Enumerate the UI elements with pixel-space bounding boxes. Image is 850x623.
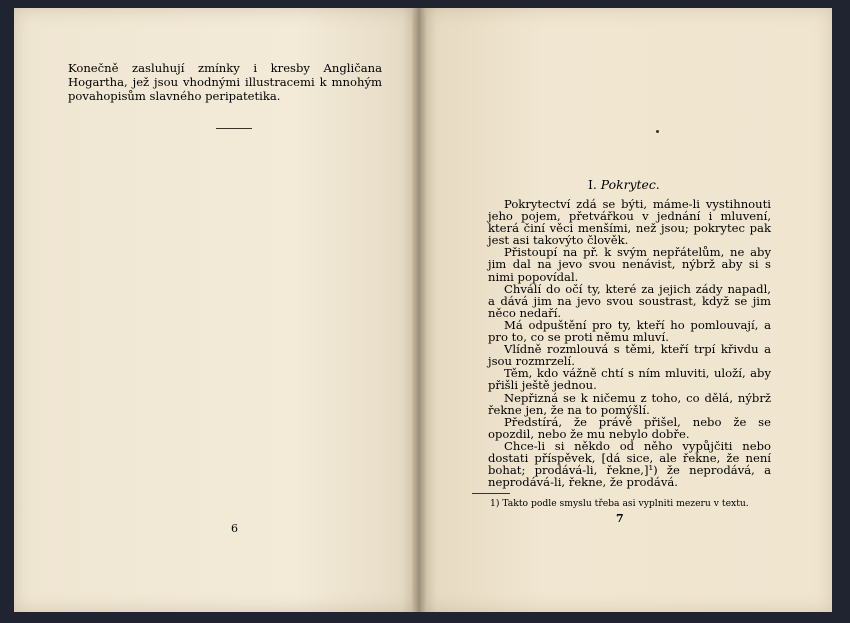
- paragraph: Vlídně rozmlouvá s těmi, kteří trpí křivdu a jsou rozmrzelí.: [488, 342, 771, 369]
- chapter-heading: [588, 177, 660, 192]
- paragraph: Předstírá, že právě přišel, nebo že se opozdil, nebo že mu nebylo dobře.: [488, 414, 771, 441]
- paragraph: Přistoupí na př. k svým nepřátelům, ne aby jim dal na jevo svou nenávist, nýbrž aby si s nimi popovídal.: [488, 245, 771, 284]
- footnote-separator-rule: [472, 493, 510, 494]
- paragraph: Nepřizná se k ničemu z toho, co dělá, nýbrž řekne jen, že na to pomýšlí.: [488, 390, 771, 417]
- footnote-text: Takto podle smyslu třeba asi vyplniti mezeru v textu.: [502, 498, 749, 509]
- right-page-text-block: [488, 198, 771, 488]
- paragraph: Chce-li si někdo od něho vypůjčiti nebo dostati příspěvek, [dá sice, ale řekne, že není bohat; prodává-li, řekne,]¹) že neprodává, a neprodává-li, řekne, že prodává.: [488, 438, 771, 490]
- left-page-separator-rule: [216, 128, 252, 129]
- paragraph: Pokrytectví zdá se býti, máme-li vystihnouti jeho pojem, přetvářkou v jednání i mluvení, která činí věci menšími, než jsou; pokrytec pak jest asi takovýto člověk.: [488, 197, 771, 248]
- paragraph: Těm, kdo vážně chtí s ním mluviti, uloží, aby přišli ještě jednou.: [488, 366, 771, 393]
- left-page-text-block: [68, 61, 382, 104]
- paragraph: Má odpuštění pro ty, kteří ho pomlouvají, a pro to, co se proti němu mluví.: [488, 317, 771, 345]
- chapter-title: Pokrytec.: [600, 177, 660, 192]
- left-page-paragraph: Konečně zasluhují zmínky i kresby Angličana Hogartha, jež jsou vhodnými illustracemi k mnohým povahopisům slavného peripatetika.: [68, 61, 382, 104]
- paragraph: Chválí do očí ty, které za jejich zády napadl, a dává jim na jevo svou soustrast, když se jim něco nedaří.: [488, 281, 771, 320]
- left-page-number: 6: [231, 522, 238, 535]
- right-page-number: 7: [616, 512, 624, 525]
- ink-speck: [656, 130, 659, 133]
- chapter-number: I.: [588, 177, 597, 192]
- footnote: [490, 498, 780, 509]
- book-gutter: [412, 8, 426, 612]
- footnote-marker: 1): [490, 498, 500, 509]
